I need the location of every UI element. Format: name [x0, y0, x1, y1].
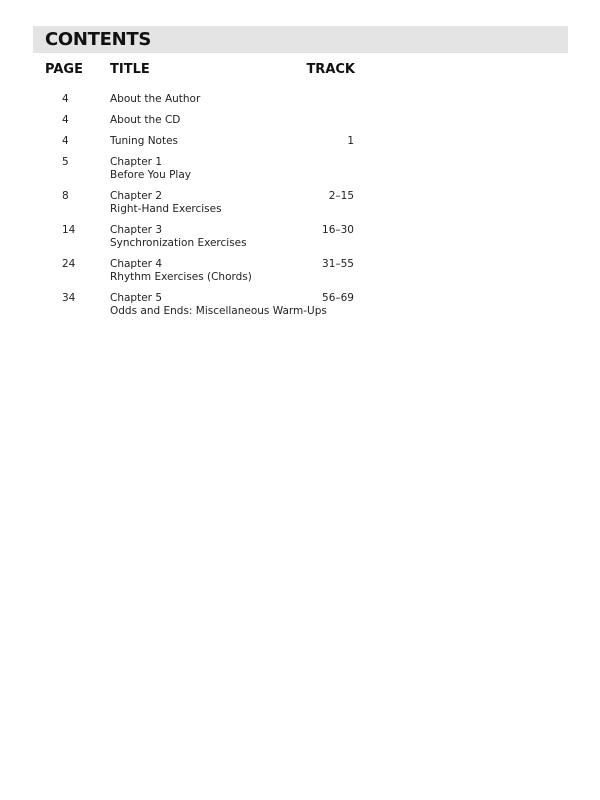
toc-title: [110, 156, 191, 182]
toc-page-number: 14: [62, 224, 76, 236]
column-header-title: TITLE: [110, 62, 150, 77]
toc-title: [110, 224, 247, 250]
toc-page-number: 4: [62, 93, 69, 105]
toc-page-number: 5: [62, 156, 69, 168]
table-of-contents: [0, 93, 600, 326]
toc-chapter-subtitle: Synchronization Exercises: [110, 237, 247, 249]
toc-track-range: 2–15: [328, 190, 354, 202]
toc-chapter-label: Chapter 1: [110, 156, 162, 168]
toc-chapter-label: Chapter 2: [110, 190, 162, 202]
toc-row-chapter-4: [0, 258, 600, 292]
toc-track-range: 16–30: [322, 224, 354, 236]
toc-track-range: 31–55: [322, 258, 354, 270]
toc-row-chapter-3: [0, 224, 600, 258]
toc-title-line: About the CD: [110, 114, 181, 126]
toc-page-number: 4: [62, 114, 69, 126]
toc-title: [110, 93, 200, 106]
column-header-track: TRACK: [306, 62, 355, 77]
column-headers: [0, 62, 600, 82]
toc-row-chapter-1: [0, 156, 600, 190]
toc-row-about-cd: [0, 114, 600, 135]
toc-page-number: 8: [62, 190, 69, 202]
toc-row-about-author: [0, 93, 600, 114]
toc-track-range: 56–69: [322, 292, 354, 304]
toc-page-number: 4: [62, 135, 69, 147]
toc-track-range: 1: [347, 135, 354, 147]
column-header-page: PAGE: [45, 62, 83, 77]
toc-chapter-subtitle: Odds and Ends: Miscellaneous Warm-Ups: [110, 305, 327, 317]
toc-title: [110, 190, 222, 216]
toc-title: [110, 114, 180, 127]
toc-chapter-subtitle: Rhythm Exercises (Chords): [110, 271, 252, 283]
toc-title: [110, 258, 252, 284]
toc-title-line: About the Author: [110, 93, 201, 105]
toc-title-line: Tuning Notes: [110, 135, 179, 147]
toc-row-chapter-5: [0, 292, 600, 326]
toc-title: [110, 135, 178, 148]
toc-page-number: 34: [62, 292, 76, 304]
toc-chapter-label: Chapter 5: [110, 292, 162, 304]
toc-chapter-subtitle: Before You Play: [110, 169, 192, 181]
toc-chapter-label: Chapter 4: [110, 258, 162, 270]
toc-row-chapter-2: [0, 190, 600, 224]
toc-chapter-label: Chapter 3: [110, 224, 162, 236]
toc-title: [110, 292, 327, 318]
toc-row-tuning-notes: [0, 135, 600, 156]
toc-page-number: 24: [62, 258, 76, 270]
page-title: CONTENTS: [45, 29, 152, 50]
contents-banner: [33, 26, 568, 53]
toc-chapter-subtitle: Right-Hand Exercises: [110, 203, 222, 215]
